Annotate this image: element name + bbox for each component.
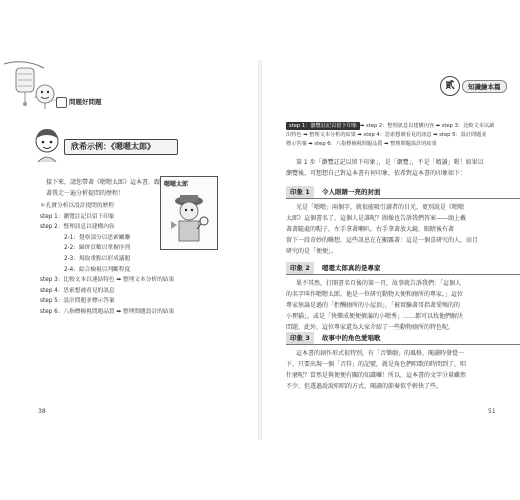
section-header xyxy=(286,262,520,275)
paragraph-line: 專家無論是過的「拒酬廁所的小屋頂」，「被實驗著哥指著愛嗎的的 xyxy=(286,302,461,309)
paragraph-line: 這本書的創作形式很特別，有「音樂劇」的風格，閱讀時發覺一 xyxy=(296,350,465,357)
progress-text: 標示答案 ➡ step 6：八指標檢視問題品質 ➡ 整理問題設計的結果 xyxy=(286,141,437,147)
paragraph-line: 小狸貓」，或是「快樂成便便擠滿的小嗯秀」……都可以找他們解決 xyxy=(286,313,464,320)
step-item: step 1：瀏覽註記以留下印象 xyxy=(40,213,115,220)
chapter-badge: 貳 xyxy=(440,76,460,96)
active-step-tag: step 1：瀏覽註記以留下印象 xyxy=(286,122,360,130)
progress-text: 出特色 ➡ 整理文本分析的結果 ➡ step 4：思索想被看見的訊息 ➡ step 5：設計問題並 xyxy=(286,132,487,138)
chapter-title: 知識繪本篇 xyxy=(462,80,507,93)
section-paragraph xyxy=(286,202,518,257)
page-number-left: 38 xyxy=(38,408,46,415)
header-title: 問題好問題 xyxy=(69,98,102,106)
book-cover xyxy=(160,176,218,250)
section-tag: 印象 1 xyxy=(286,186,314,198)
right-page xyxy=(262,0,520,500)
paragraph-line: 瀏覽後，可想想自己對這本書有何印象，依希對這本書的印象如下： xyxy=(286,170,467,177)
paragraph-line: 什麼呢？當然是與便便有關的知識囉！所以，這本書的文字分量雖然 xyxy=(286,372,467,379)
step-progress xyxy=(286,122,518,149)
paragraph-line: 不少，但透過說說唱唱的方式，閱讀的節奏似乎輕快了些。 xyxy=(286,383,443,390)
substep-item: 2-4：綜合檢視以判斷程度 xyxy=(64,266,131,273)
section-title: 令人眼睛一亮的封面 xyxy=(322,188,381,196)
substep-item: 2-3：規取重點以形成議題 xyxy=(64,255,131,262)
book-cover-title: 嗯嗯太郎 xyxy=(164,181,189,188)
progress-text: ➡ step 2：整理訊息以建構內容 ➡ step 3：比較文本以讀 xyxy=(360,123,495,129)
step-list xyxy=(40,201,175,318)
left-page xyxy=(0,0,258,500)
step-item: step 4：思索想被看見的訊息 xyxy=(40,287,115,294)
section-tag: 印象 2 xyxy=(286,262,314,274)
teacher-avatar-icon xyxy=(30,127,64,163)
cover-character-icon xyxy=(167,191,211,247)
paragraph-line: 著著隨處的帽子，左手拿著喇叭，右手拿著放大鏡，眼睛後有著 xyxy=(286,226,455,233)
section-header xyxy=(286,186,520,199)
section-title: 故事中的角色愛唱歌 xyxy=(322,334,381,342)
intro-line: 著我走一遍分析提問的歷程！ xyxy=(46,190,125,197)
paragraph-line: 留下一段奇妙的聯想，這些訊息在在顯露著：這是一個喜研究的人，而且 xyxy=(286,237,479,244)
step-item: step 2：整理訊息以建構內容 xyxy=(40,224,115,231)
header-square-icon xyxy=(56,97,67,108)
example-heading-box xyxy=(64,139,178,155)
intro-line: 接下來，請您帶著《嗯嗯太郎》這本書，跟 xyxy=(46,179,161,186)
intro-paragraph-right xyxy=(286,157,518,179)
analysis-note: ＊孔寶分析以設計提問的歷程 xyxy=(40,203,114,209)
paragraph-line: 問題，此外，這位專家還為大家介紹了一些動物廁所的特色呢。 xyxy=(286,324,455,331)
step-item: step 6：八指標檢視問題品質 ➡ 整理問題設計的結果 xyxy=(40,308,175,315)
paragraph-line: 光是「嗯嗯」兩個字，就很能吸引讀者的目光，更別說是《嗯嗯 xyxy=(296,204,465,211)
section-paragraph xyxy=(286,278,518,333)
page-number-right: 51 xyxy=(488,408,496,415)
paragraph-line: 第 1 步「瀏覽註記以留下印象」，是「瀏覽」，不是「精讀」喔！如果以 xyxy=(296,159,484,166)
substep-item: 2-2：歸併頁數以掌握序列 xyxy=(64,245,131,252)
section-tag: 印象 3 xyxy=(286,332,314,344)
chapter-header xyxy=(440,76,507,96)
section-title: 嗯嗯太郎真的是專家 xyxy=(322,264,381,272)
paragraph-line: 的名字叫作嗯嗯太郎。他是一位研究動物大便和廁所的專家。」這位 xyxy=(286,291,464,298)
section-header xyxy=(286,332,520,345)
paragraph-line: 下，只要出現一個「音符」的記號，就是角色們唱歌的時間到了，唱 xyxy=(286,361,467,368)
step-item: step 3：比較文本以連結特色 ➡ 整理文本分析的結果 xyxy=(40,277,175,284)
step-item: step 5：設計問題並標示答案 xyxy=(40,298,115,305)
paragraph-line: 研究的是「便便」。 xyxy=(286,248,338,255)
paragraph-line: 果不其然，打開書名頁後的第一頁，故事就告訴我們：「這個人 xyxy=(296,280,462,287)
intro-paragraph xyxy=(46,177,161,199)
left-header xyxy=(56,96,102,108)
paragraph-line: 太郎》這個書名了，這個人是誰呢？圖像也告訴我們答案——頭上戴 xyxy=(286,215,467,222)
example-title: 欣希示例：《嗯嗯太郎》 xyxy=(71,142,155,151)
substep-item: 2-1：覺察部分以思索關聯 xyxy=(64,234,131,241)
section-paragraph xyxy=(286,348,518,392)
